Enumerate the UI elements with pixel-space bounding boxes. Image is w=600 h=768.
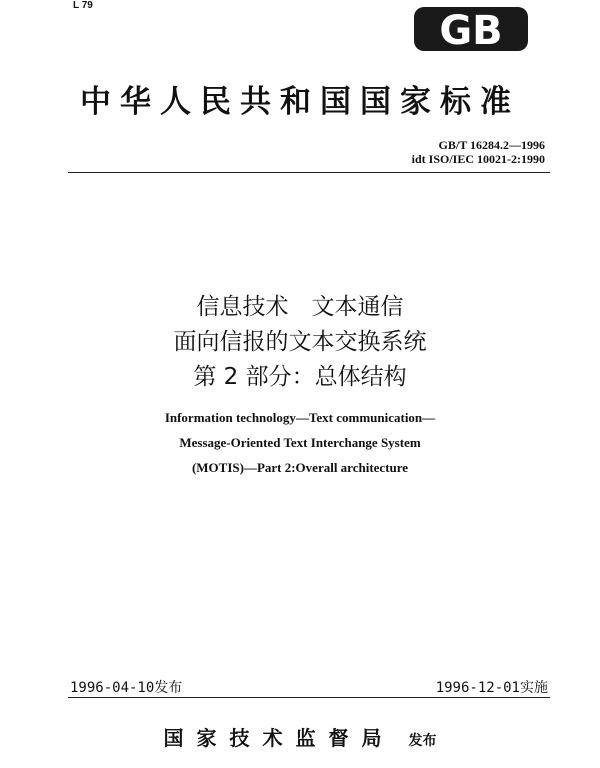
title-en-line2: Message-Oriented Text Interchange System (179, 435, 421, 450)
issuer-name: 国家技术监督局 (163, 726, 395, 750)
standard-number: GB/T 16284.2—1996 (438, 138, 545, 152)
issuer-action: 发布 (408, 733, 437, 749)
release-date: 1996-04-10发布 (70, 680, 183, 696)
issuer-line (0, 722, 600, 751)
standard-type-heading: 中华人民共和国国家标准 (80, 84, 520, 120)
classification-code: L 79 (73, 0, 93, 11)
logo-text: GB (439, 8, 503, 54)
implementation-date: 1996-12-01实施 (435, 680, 548, 696)
title-cn-line3: 第 2 部分：总体结构 (193, 364, 407, 390)
title-en-line3: (MOTIS)—Part 2:Overall architecture (191, 460, 409, 475)
title-cn-line1: 信息技术 文本通信 (196, 294, 404, 320)
top-divider (68, 172, 550, 173)
international-equivalent: idt ISO/IEC 10021-2:1990 (411, 152, 545, 166)
gb-logo-icon (412, 4, 530, 54)
title-cn-line2: 面向信报的文本交换系统 (173, 329, 427, 355)
title-en-line1: Information technology—Text communication— (164, 410, 436, 425)
standard-numbers (412, 138, 545, 166)
bottom-divider (68, 697, 550, 698)
